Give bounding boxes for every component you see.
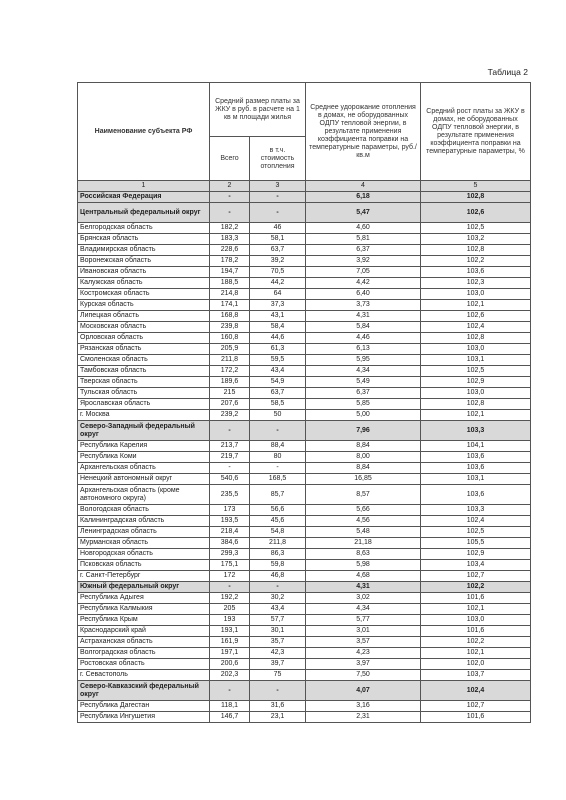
table-row bbox=[78, 615, 531, 626]
heating-increase-cell: 8,84 bbox=[306, 441, 421, 452]
heating-increase-cell: 5,00 bbox=[306, 410, 421, 421]
total-fee-cell: 175,1 bbox=[210, 560, 250, 571]
fee-growth-cell: 103,6 bbox=[421, 452, 531, 463]
total-fee-cell: 218,4 bbox=[210, 527, 250, 538]
fee-growth-cell: 102,1 bbox=[421, 410, 531, 421]
heating-increase-cell: 5,98 bbox=[306, 560, 421, 571]
column-number: 2 bbox=[210, 181, 250, 192]
column-number: 4 bbox=[306, 181, 421, 192]
fee-growth-cell: 102,2 bbox=[421, 256, 531, 267]
total-fee-cell: 213,7 bbox=[210, 441, 250, 452]
region-name-cell: Орловская область bbox=[78, 333, 210, 344]
data-table bbox=[77, 82, 531, 723]
region-name-cell: Курская область bbox=[78, 300, 210, 311]
region-name-cell: Липецкая область bbox=[78, 311, 210, 322]
region-name-cell: Белгородская область bbox=[78, 223, 210, 234]
table-row bbox=[78, 267, 531, 278]
heating-cost-cell: - bbox=[250, 463, 306, 474]
region-name-cell: Ростовская область bbox=[78, 659, 210, 670]
heating-cost-cell: 211,8 bbox=[250, 538, 306, 549]
heating-increase-cell: 4,31 bbox=[306, 311, 421, 322]
fee-growth-cell: 102,7 bbox=[421, 701, 531, 712]
total-fee-cell: 219,7 bbox=[210, 452, 250, 463]
total-fee-cell: 193,5 bbox=[210, 516, 250, 527]
heating-increase-cell: 4,31 bbox=[306, 582, 421, 593]
table-group-row bbox=[78, 421, 531, 441]
region-name-cell: Калининградская область bbox=[78, 516, 210, 527]
region-name-cell: Рязанская область bbox=[78, 344, 210, 355]
total-fee-cell: 214,8 bbox=[210, 289, 250, 300]
table-group-row bbox=[78, 192, 531, 203]
fee-growth-cell: 103,6 bbox=[421, 485, 531, 505]
total-fee-cell: - bbox=[210, 192, 250, 203]
fee-growth-cell: 102,3 bbox=[421, 278, 531, 289]
heating-increase-cell: 4,60 bbox=[306, 223, 421, 234]
region-name-cell: Костромская область bbox=[78, 289, 210, 300]
total-fee-cell: - bbox=[210, 203, 250, 223]
header-avg-fee: Средний размер платы за ЖКУ в руб. в расчете на 1 кв м площади жилья bbox=[210, 83, 306, 137]
total-fee-cell: 211,8 bbox=[210, 355, 250, 366]
heating-increase-cell: 8,63 bbox=[306, 549, 421, 560]
fee-growth-cell: 102,0 bbox=[421, 659, 531, 670]
heating-cost-cell: - bbox=[250, 421, 306, 441]
fee-growth-cell: 102,1 bbox=[421, 300, 531, 311]
total-fee-cell: 235,5 bbox=[210, 485, 250, 505]
table-row bbox=[78, 474, 531, 485]
heating-increase-cell: 3,16 bbox=[306, 701, 421, 712]
region-name-cell: Республика Дагестан bbox=[78, 701, 210, 712]
heating-cost-cell: 75 bbox=[250, 670, 306, 681]
total-fee-cell: 215 bbox=[210, 388, 250, 399]
table-row bbox=[78, 463, 531, 474]
region-name-cell: Московская область bbox=[78, 322, 210, 333]
fee-growth-cell: 102,8 bbox=[421, 333, 531, 344]
total-fee-cell: 160,8 bbox=[210, 333, 250, 344]
total-fee-cell: 197,1 bbox=[210, 648, 250, 659]
total-fee-cell: 118,1 bbox=[210, 701, 250, 712]
heating-increase-cell: 8,00 bbox=[306, 452, 421, 463]
table-row bbox=[78, 441, 531, 452]
total-fee-cell: 161,9 bbox=[210, 637, 250, 648]
table-row bbox=[78, 538, 531, 549]
heating-cost-cell: 50 bbox=[250, 410, 306, 421]
heating-cost-cell: 80 bbox=[250, 452, 306, 463]
region-name-cell: Республика Ингушетия bbox=[78, 712, 210, 723]
fee-growth-cell: 101,6 bbox=[421, 712, 531, 723]
total-fee-cell: 194,7 bbox=[210, 267, 250, 278]
table-row bbox=[78, 366, 531, 377]
table-row bbox=[78, 278, 531, 289]
header-heating-increase: Среднее удорожание отопления в домах, не оборудованных ОДПУ тепловой энергии, в результате применения коэффициента поправки на температурные параметры, руб./кв.м bbox=[306, 83, 421, 181]
total-fee-cell: 205 bbox=[210, 604, 250, 615]
heating-cost-cell: - bbox=[250, 582, 306, 593]
total-fee-cell: 299,3 bbox=[210, 549, 250, 560]
fee-growth-cell: 101,6 bbox=[421, 593, 531, 604]
table-row bbox=[78, 593, 531, 604]
fee-growth-cell: 102,2 bbox=[421, 582, 531, 593]
heating-cost-cell: 85,7 bbox=[250, 485, 306, 505]
fee-growth-cell: 103,3 bbox=[421, 421, 531, 441]
heating-increase-cell: 3,73 bbox=[306, 300, 421, 311]
table-row bbox=[78, 604, 531, 615]
table-row bbox=[78, 648, 531, 659]
heating-increase-cell: 6,40 bbox=[306, 289, 421, 300]
total-fee-cell: - bbox=[210, 421, 250, 441]
table-row bbox=[78, 670, 531, 681]
region-name-cell: Калужская область bbox=[78, 278, 210, 289]
region-name-cell: Республика Адыгея bbox=[78, 593, 210, 604]
heating-increase-cell: 4,42 bbox=[306, 278, 421, 289]
heating-cost-cell: 59,8 bbox=[250, 560, 306, 571]
heating-increase-cell: 4,07 bbox=[306, 681, 421, 701]
region-name-cell: Новгородская область bbox=[78, 549, 210, 560]
fee-growth-cell: 103,6 bbox=[421, 267, 531, 278]
heating-cost-cell: 23,1 bbox=[250, 712, 306, 723]
table-row bbox=[78, 485, 531, 505]
total-fee-cell: 168,8 bbox=[210, 311, 250, 322]
region-name-cell: Архангельская область (кроме автономного округа) bbox=[78, 485, 210, 505]
region-name-cell: Северо-Западный федеральный округ bbox=[78, 421, 210, 441]
heating-cost-cell: 44,6 bbox=[250, 333, 306, 344]
table-row bbox=[78, 355, 531, 366]
table-row bbox=[78, 659, 531, 670]
total-fee-cell: 239,8 bbox=[210, 322, 250, 333]
fee-growth-cell: 102,8 bbox=[421, 399, 531, 410]
fee-growth-cell: 101,6 bbox=[421, 626, 531, 637]
fee-growth-cell: 102,9 bbox=[421, 377, 531, 388]
fee-growth-cell: 102,6 bbox=[421, 203, 531, 223]
region-name-cell: Вологодская область bbox=[78, 505, 210, 516]
heating-increase-cell: 5,47 bbox=[306, 203, 421, 223]
heating-cost-cell: 35,7 bbox=[250, 637, 306, 648]
region-name-cell: Воронежская область bbox=[78, 256, 210, 267]
heating-cost-cell: 54,8 bbox=[250, 527, 306, 538]
heating-increase-cell: 5,81 bbox=[306, 234, 421, 245]
fee-growth-cell: 103,0 bbox=[421, 388, 531, 399]
heating-increase-cell: 5,77 bbox=[306, 615, 421, 626]
total-fee-cell: 192,2 bbox=[210, 593, 250, 604]
heating-cost-cell: - bbox=[250, 681, 306, 701]
heating-increase-cell: 16,85 bbox=[306, 474, 421, 485]
region-name-cell: Северо-Кавказский федеральный округ bbox=[78, 681, 210, 701]
table-row bbox=[78, 223, 531, 234]
heating-cost-cell: 39,7 bbox=[250, 659, 306, 670]
fee-growth-cell: 102,1 bbox=[421, 604, 531, 615]
total-fee-cell: 200,6 bbox=[210, 659, 250, 670]
fee-growth-cell: 103,6 bbox=[421, 463, 531, 474]
total-fee-cell: 207,6 bbox=[210, 399, 250, 410]
region-name-cell: Волгоградская область bbox=[78, 648, 210, 659]
heating-cost-cell: 43,1 bbox=[250, 311, 306, 322]
table-row bbox=[78, 388, 531, 399]
table-row bbox=[78, 300, 531, 311]
fee-growth-cell: 103,4 bbox=[421, 560, 531, 571]
fee-growth-cell: 102,5 bbox=[421, 223, 531, 234]
table-group-row bbox=[78, 582, 531, 593]
heating-increase-cell: 5,66 bbox=[306, 505, 421, 516]
fee-growth-cell: 102,9 bbox=[421, 549, 531, 560]
fee-growth-cell: 102,5 bbox=[421, 527, 531, 538]
region-name-cell: Владимирская область bbox=[78, 245, 210, 256]
total-fee-cell: 178,2 bbox=[210, 256, 250, 267]
heating-cost-cell: 58,5 bbox=[250, 399, 306, 410]
table-row bbox=[78, 377, 531, 388]
heating-increase-cell: 4,34 bbox=[306, 366, 421, 377]
heating-cost-cell: 86,3 bbox=[250, 549, 306, 560]
heating-cost-cell: 58,4 bbox=[250, 322, 306, 333]
heating-cost-cell: 43,4 bbox=[250, 604, 306, 615]
total-fee-cell: 205,9 bbox=[210, 344, 250, 355]
heating-increase-cell: 4,68 bbox=[306, 571, 421, 582]
heating-increase-cell: 4,23 bbox=[306, 648, 421, 659]
fee-growth-cell: 102,4 bbox=[421, 322, 531, 333]
fee-growth-cell: 103,3 bbox=[421, 505, 531, 516]
heating-cost-cell: 46,8 bbox=[250, 571, 306, 582]
region-name-cell: Республика Коми bbox=[78, 452, 210, 463]
fee-growth-cell: 102,2 bbox=[421, 637, 531, 648]
table-row bbox=[78, 516, 531, 527]
column-number-row bbox=[78, 181, 531, 192]
heating-increase-cell: 6,18 bbox=[306, 192, 421, 203]
column-number: 5 bbox=[421, 181, 531, 192]
heating-increase-cell: 3,01 bbox=[306, 626, 421, 637]
fee-growth-cell: 103,0 bbox=[421, 615, 531, 626]
region-name-cell: г. Москва bbox=[78, 410, 210, 421]
region-name-cell: Псковская область bbox=[78, 560, 210, 571]
heating-cost-cell: 37,3 bbox=[250, 300, 306, 311]
fee-growth-cell: 105,5 bbox=[421, 538, 531, 549]
table-row bbox=[78, 234, 531, 245]
total-fee-cell: 239,2 bbox=[210, 410, 250, 421]
total-fee-cell: 202,3 bbox=[210, 670, 250, 681]
fee-growth-cell: 103,1 bbox=[421, 355, 531, 366]
table-row bbox=[78, 527, 531, 538]
heating-cost-cell: 30,1 bbox=[250, 626, 306, 637]
region-name-cell: Ярославская область bbox=[78, 399, 210, 410]
heating-cost-cell: 54,9 bbox=[250, 377, 306, 388]
total-fee-cell: 228,6 bbox=[210, 245, 250, 256]
total-fee-cell: - bbox=[210, 463, 250, 474]
heating-cost-cell: 56,6 bbox=[250, 505, 306, 516]
table-row bbox=[78, 626, 531, 637]
heating-cost-cell: 88,4 bbox=[250, 441, 306, 452]
heating-cost-cell: 57,7 bbox=[250, 615, 306, 626]
table-caption: Таблица 2 bbox=[487, 67, 528, 77]
region-name-cell: Тульская область bbox=[78, 388, 210, 399]
region-name-cell: Тамбовская область bbox=[78, 366, 210, 377]
header-fee-growth: Средний рост платы за ЖКУ в домах, не оборудованных ОДПУ тепловой энергии, в результате применения коэффициента поправки на температурные параметры, % bbox=[421, 83, 531, 181]
total-fee-cell: - bbox=[210, 582, 250, 593]
table-row bbox=[78, 712, 531, 723]
heating-cost-cell: 58,1 bbox=[250, 234, 306, 245]
heating-increase-cell: 4,46 bbox=[306, 333, 421, 344]
table-row bbox=[78, 452, 531, 463]
table-row bbox=[78, 399, 531, 410]
heating-increase-cell: 4,56 bbox=[306, 516, 421, 527]
heating-increase-cell: 5,49 bbox=[306, 377, 421, 388]
region-name-cell: Астраханская область bbox=[78, 637, 210, 648]
heating-cost-cell: - bbox=[250, 203, 306, 223]
table-row bbox=[78, 333, 531, 344]
table-row bbox=[78, 701, 531, 712]
heating-cost-cell: 59,5 bbox=[250, 355, 306, 366]
fee-growth-cell: 102,6 bbox=[421, 311, 531, 322]
table-row bbox=[78, 289, 531, 300]
total-fee-cell: 182,2 bbox=[210, 223, 250, 234]
region-name-cell: Российская Федерация bbox=[78, 192, 210, 203]
fee-growth-cell: 103,1 bbox=[421, 474, 531, 485]
column-number: 3 bbox=[250, 181, 306, 192]
heating-cost-cell: 39,2 bbox=[250, 256, 306, 267]
header-total: Всего bbox=[210, 137, 250, 181]
table-row bbox=[78, 410, 531, 421]
region-name-cell: Республика Карелия bbox=[78, 441, 210, 452]
heating-increase-cell: 21,18 bbox=[306, 538, 421, 549]
table-row bbox=[78, 637, 531, 648]
region-name-cell: Ненецкий автономный округ bbox=[78, 474, 210, 485]
header-region-name: Наименование субъекта РФ bbox=[78, 83, 210, 181]
fee-growth-cell: 102,8 bbox=[421, 192, 531, 203]
heating-cost-cell: 31,6 bbox=[250, 701, 306, 712]
heating-increase-cell: 3,57 bbox=[306, 637, 421, 648]
heating-increase-cell: 7,05 bbox=[306, 267, 421, 278]
total-fee-cell: 172 bbox=[210, 571, 250, 582]
fee-growth-cell: 104,1 bbox=[421, 441, 531, 452]
total-fee-cell: 189,6 bbox=[210, 377, 250, 388]
table-group-row bbox=[78, 203, 531, 223]
heating-increase-cell: 7,96 bbox=[306, 421, 421, 441]
table-row bbox=[78, 560, 531, 571]
column-number: 1 bbox=[78, 181, 210, 192]
header-heating-cost: в т.ч. стоимость отопления bbox=[250, 137, 306, 181]
heating-increase-cell: 5,85 bbox=[306, 399, 421, 410]
total-fee-cell: 540,6 bbox=[210, 474, 250, 485]
fee-growth-cell: 102,4 bbox=[421, 681, 531, 701]
region-name-cell: Краснодарский край bbox=[78, 626, 210, 637]
heating-increase-cell: 3,97 bbox=[306, 659, 421, 670]
table-row bbox=[78, 322, 531, 333]
fee-growth-cell: 102,1 bbox=[421, 648, 531, 659]
heating-cost-cell: 168,5 bbox=[250, 474, 306, 485]
region-name-cell: г. Севастополь bbox=[78, 670, 210, 681]
heating-increase-cell: 8,84 bbox=[306, 463, 421, 474]
heating-increase-cell: 8,57 bbox=[306, 485, 421, 505]
fee-growth-cell: 103,0 bbox=[421, 289, 531, 300]
total-fee-cell: 193 bbox=[210, 615, 250, 626]
region-name-cell: Архангельская область bbox=[78, 463, 210, 474]
table-row bbox=[78, 256, 531, 267]
heating-cost-cell: 44,2 bbox=[250, 278, 306, 289]
heating-cost-cell: - bbox=[250, 192, 306, 203]
heating-increase-cell: 5,95 bbox=[306, 355, 421, 366]
region-name-cell: Центральный федеральный округ bbox=[78, 203, 210, 223]
total-fee-cell: - bbox=[210, 681, 250, 701]
heating-increase-cell: 3,92 bbox=[306, 256, 421, 267]
heating-cost-cell: 63,7 bbox=[250, 388, 306, 399]
total-fee-cell: 193,1 bbox=[210, 626, 250, 637]
region-name-cell: Республика Калмыкия bbox=[78, 604, 210, 615]
total-fee-cell: 146,7 bbox=[210, 712, 250, 723]
region-name-cell: г. Санкт-Петербург bbox=[78, 571, 210, 582]
fee-growth-cell: 102,8 bbox=[421, 245, 531, 256]
table-row bbox=[78, 549, 531, 560]
fee-growth-cell: 103,0 bbox=[421, 344, 531, 355]
heating-cost-cell: 61,3 bbox=[250, 344, 306, 355]
region-name-cell: Ленинградская область bbox=[78, 527, 210, 538]
table-row bbox=[78, 505, 531, 516]
total-fee-cell: 183,3 bbox=[210, 234, 250, 245]
heating-cost-cell: 46 bbox=[250, 223, 306, 234]
heating-increase-cell: 6,37 bbox=[306, 388, 421, 399]
heating-cost-cell: 42,3 bbox=[250, 648, 306, 659]
heating-cost-cell: 43,4 bbox=[250, 366, 306, 377]
total-fee-cell: 188,5 bbox=[210, 278, 250, 289]
fee-growth-cell: 103,2 bbox=[421, 234, 531, 245]
fee-growth-cell: 102,5 bbox=[421, 366, 531, 377]
heating-increase-cell: 6,13 bbox=[306, 344, 421, 355]
table-row bbox=[78, 311, 531, 322]
heating-cost-cell: 45,6 bbox=[250, 516, 306, 527]
heating-increase-cell: 6,37 bbox=[306, 245, 421, 256]
region-name-cell: Республика Крым bbox=[78, 615, 210, 626]
region-name-cell: Мурманская область bbox=[78, 538, 210, 549]
region-name-cell: Ивановская область bbox=[78, 267, 210, 278]
heating-increase-cell: 5,84 bbox=[306, 322, 421, 333]
heating-cost-cell: 70,5 bbox=[250, 267, 306, 278]
total-fee-cell: 174,1 bbox=[210, 300, 250, 311]
table-group-row bbox=[78, 681, 531, 701]
fee-growth-cell: 102,7 bbox=[421, 571, 531, 582]
region-name-cell: Южный федеральный округ bbox=[78, 582, 210, 593]
table-row bbox=[78, 344, 531, 355]
heating-increase-cell: 2,31 bbox=[306, 712, 421, 723]
total-fee-cell: 172,2 bbox=[210, 366, 250, 377]
table-row bbox=[78, 245, 531, 256]
total-fee-cell: 384,6 bbox=[210, 538, 250, 549]
heating-increase-cell: 7,50 bbox=[306, 670, 421, 681]
heating-cost-cell: 63,7 bbox=[250, 245, 306, 256]
total-fee-cell: 173 bbox=[210, 505, 250, 516]
heating-increase-cell: 5,48 bbox=[306, 527, 421, 538]
fee-growth-cell: 103,7 bbox=[421, 670, 531, 681]
heating-increase-cell: 4,34 bbox=[306, 604, 421, 615]
region-name-cell: Смоленская область bbox=[78, 355, 210, 366]
heating-cost-cell: 30,2 bbox=[250, 593, 306, 604]
region-name-cell: Тверская область bbox=[78, 377, 210, 388]
fee-growth-cell: 102,4 bbox=[421, 516, 531, 527]
region-name-cell: Брянская область bbox=[78, 234, 210, 245]
heating-increase-cell: 3,02 bbox=[306, 593, 421, 604]
heating-cost-cell: 64 bbox=[250, 289, 306, 300]
table-row bbox=[78, 571, 531, 582]
